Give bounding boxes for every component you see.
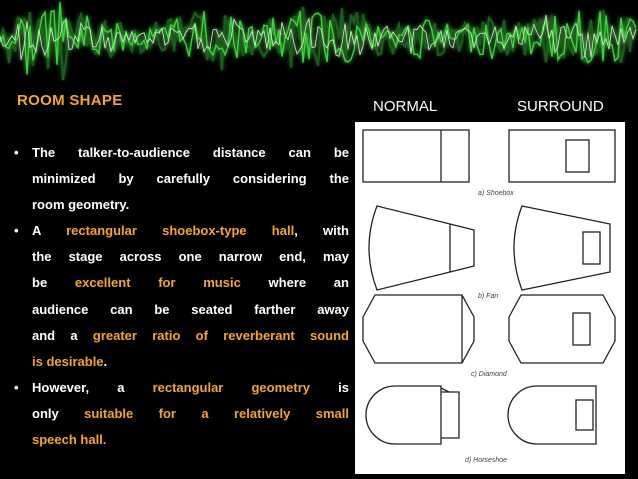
highlighted-phrase: greater ratio of reverberant sound — [92, 327, 349, 343]
text-line: The talker-to-audience distance can be — [32, 145, 349, 160]
diamond-normal-shape — [363, 295, 474, 363]
text-segment: only — [32, 405, 85, 421]
caption-fan: b) Fan — [478, 293, 499, 300]
caption-diamond: c) Diamond — [471, 371, 507, 378]
text-segment: where an — [240, 275, 349, 291]
text-line — [32, 427, 349, 453]
bullet-item-3 — [14, 375, 349, 453]
text-line — [32, 401, 349, 427]
text-line — [32, 349, 349, 375]
bullet-marker: • — [14, 145, 19, 160]
bullet-item-2 — [14, 218, 349, 375]
caption-horseshoe: d) Horseshoe — [465, 457, 508, 464]
bullet-list — [14, 140, 349, 453]
shoebox-normal-shape — [363, 130, 469, 182]
bullet-marker: • — [14, 223, 19, 239]
text-segment: , with — [294, 223, 349, 239]
bullet-item-1 — [14, 140, 349, 218]
waveform-banner — [0, 0, 638, 82]
text-line — [32, 323, 349, 349]
highlighted-phrase: rectangular geometry — [152, 379, 311, 395]
caption-shoebox: a) Shoebox — [478, 190, 514, 197]
room-shapes-diagram — [355, 122, 625, 474]
text-segment: and a — [32, 327, 93, 343]
text-line: room geometry. — [32, 197, 130, 213]
text-line — [32, 218, 349, 244]
text-line — [32, 375, 349, 401]
highlighted-phrase: suitable for a relatively small — [84, 405, 349, 421]
horseshoe-surround-shape — [508, 386, 596, 444]
text-line: the stage across one narrow end, may — [32, 249, 349, 265]
text-line: minimized by carefully considering the — [32, 171, 349, 187]
fan-normal-shape — [369, 206, 474, 290]
highlighted-phrase: excellent for music — [74, 275, 241, 291]
horseshoe-normal-shape — [366, 386, 459, 444]
surround-column-label: SURROUND — [517, 98, 604, 115]
diamond-surround-shape — [509, 295, 615, 363]
shoebox-surround-shape — [509, 130, 615, 182]
text-segment: However, a — [32, 379, 153, 395]
room-shapes-figure — [355, 122, 625, 474]
text-segment: is — [310, 379, 349, 395]
slide-title: ROOM SHAPE — [17, 92, 123, 109]
text-segment: A — [32, 223, 67, 239]
highlighted-phrase: speech hall. — [32, 432, 107, 448]
highlighted-phrase: rectangular shoebox-type hall — [66, 223, 295, 239]
text-segment: . — [103, 353, 108, 369]
fan-surround-shape — [514, 206, 610, 290]
highlighted-phrase: is desirable — [32, 353, 104, 369]
bullet-marker: • — [14, 379, 19, 395]
text-line: audience can be seated farther away — [32, 301, 349, 317]
text-line — [32, 270, 349, 296]
text-segment: be — [32, 275, 75, 291]
normal-column-label: NORMAL — [373, 98, 438, 115]
